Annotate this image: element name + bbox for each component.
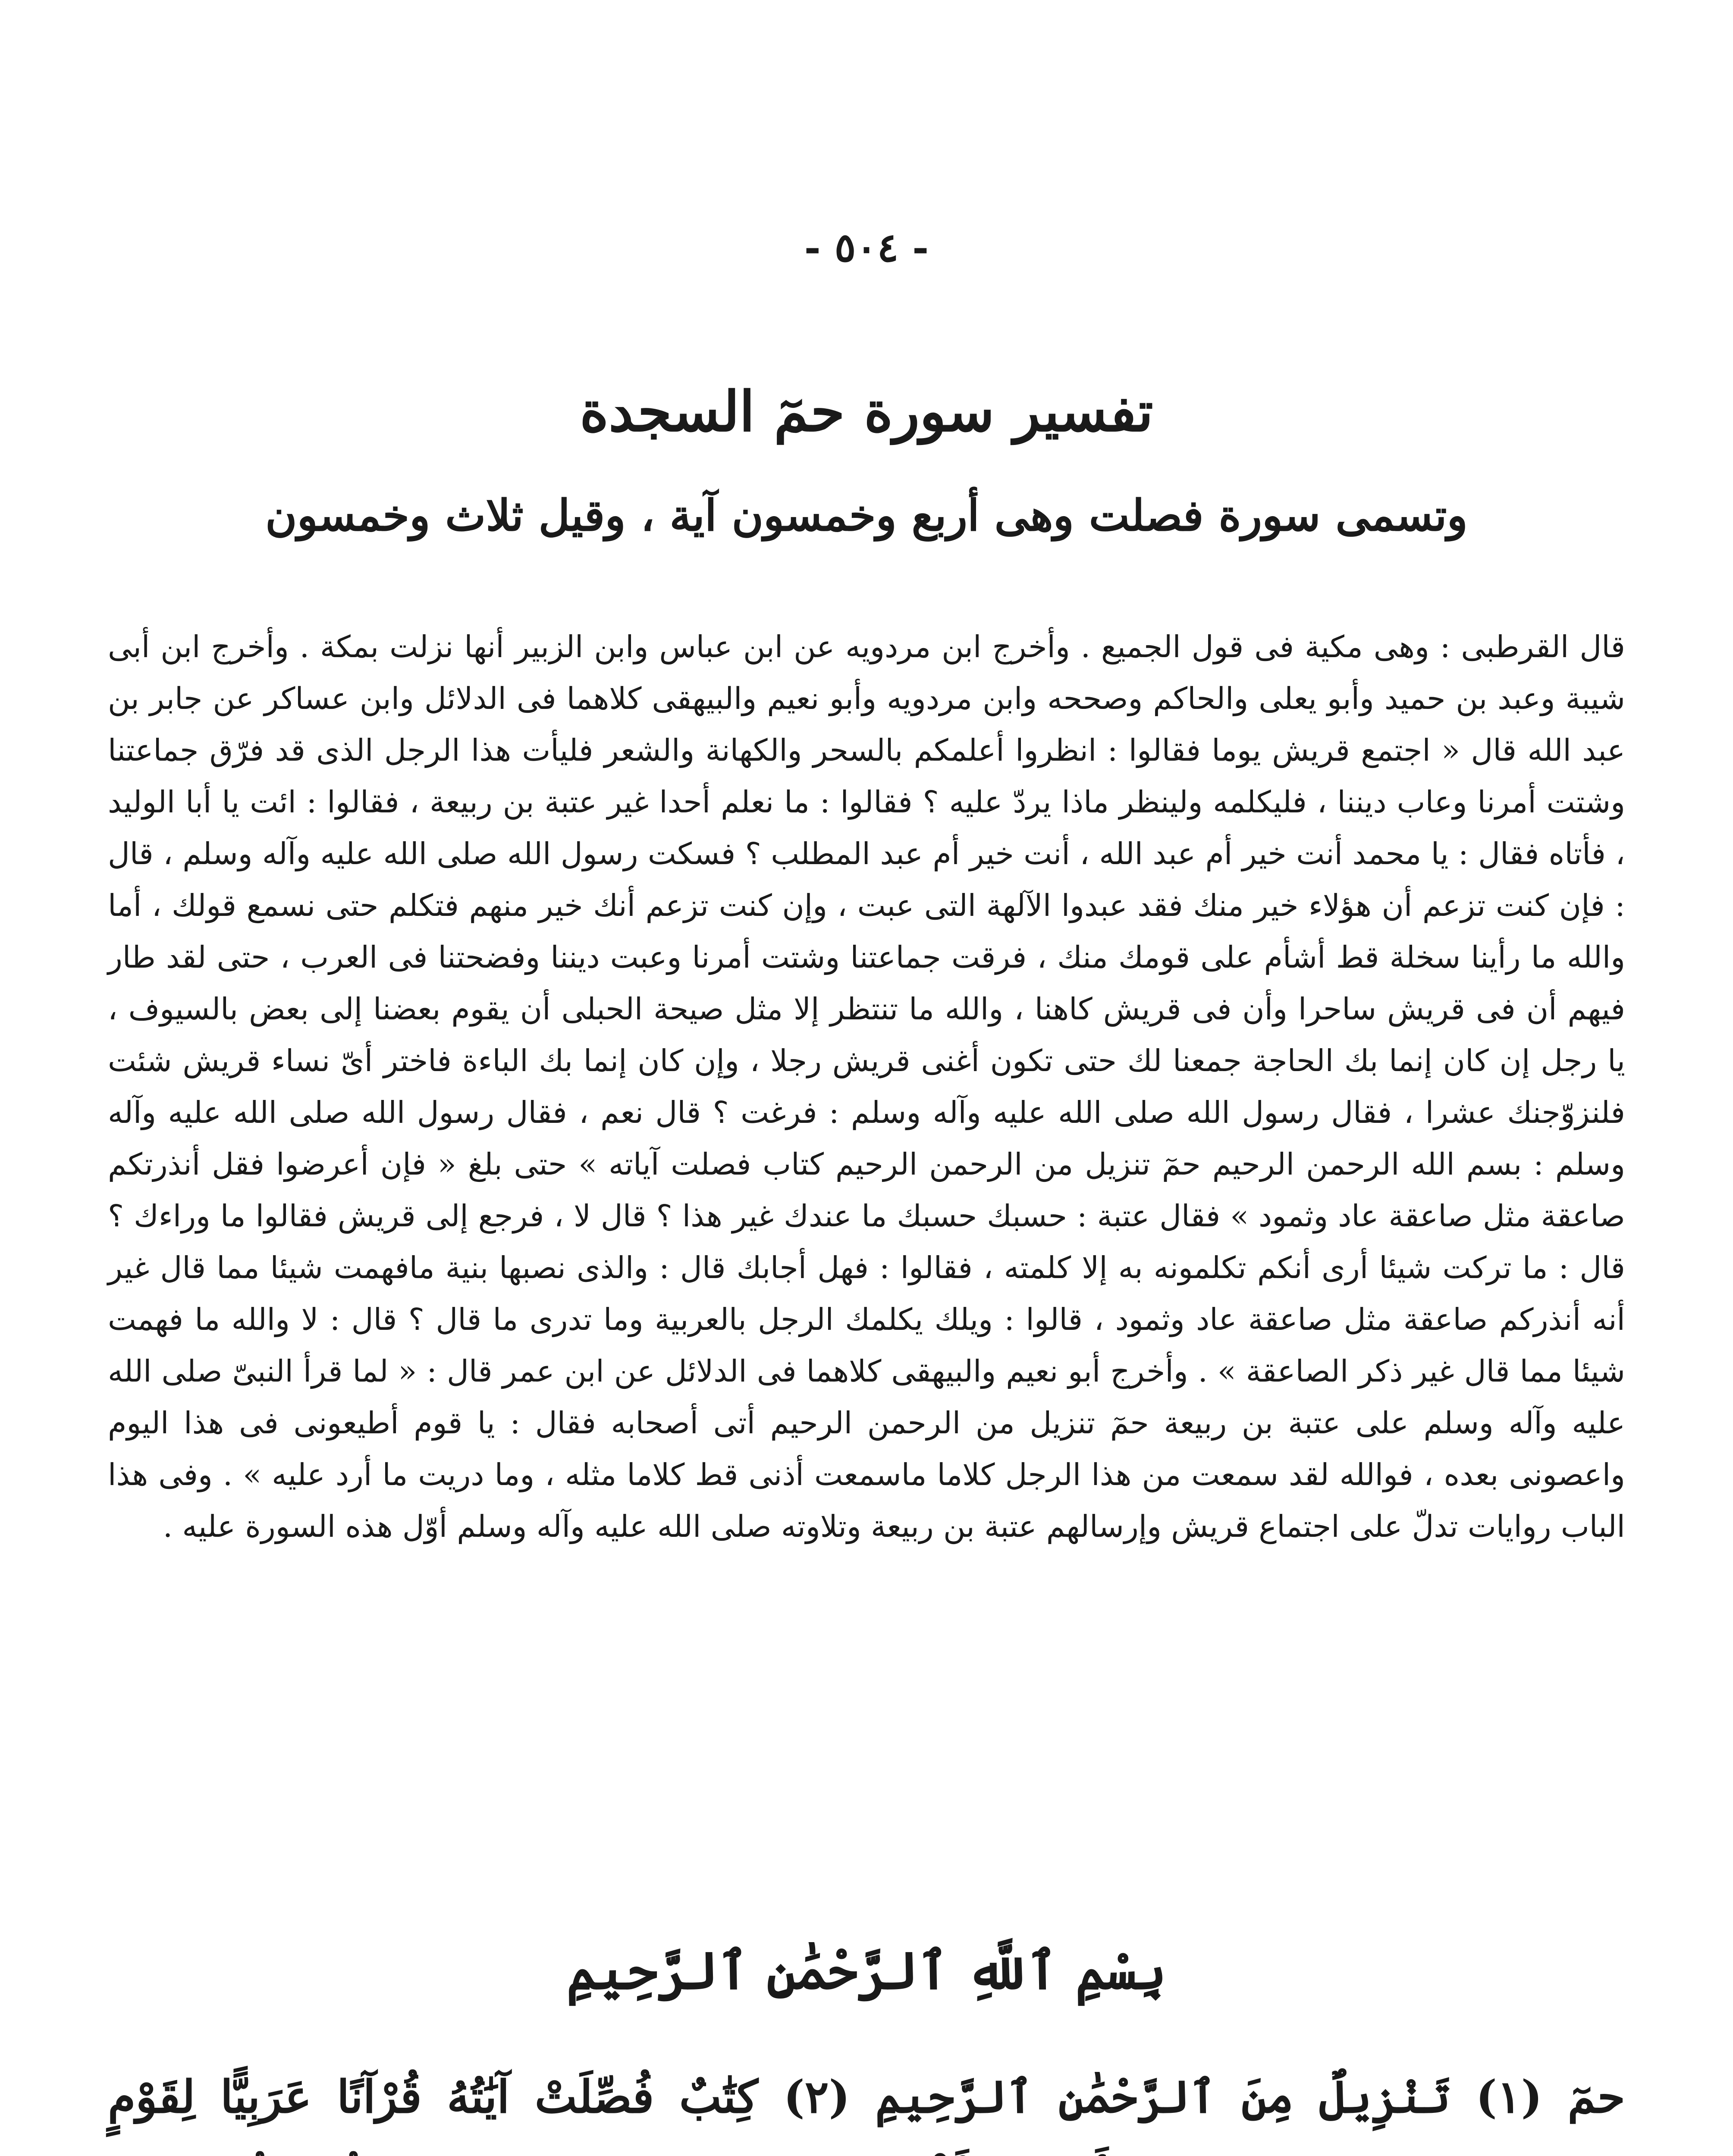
surah-subtitle: وتسمى سورة فصلت وهى أربع وخمسون آية ، وقيل ثلاث وخمسون [265,490,1468,541]
basmala: بِسْمِ ٱللَّهِ ٱلرَّحْمَٰنِ ٱلرَّحِيمِ [566,1940,1167,2001]
page-number: - ٥٠٤ - [804,224,929,271]
commentary-paragraph: قال القرطبى : وهى مكية فى قول الجميع . وأخرج ابن مردويه عن ابن عباس وابن الزبير أنها نزلت بمكة . وأخرج ابن أبى شيبة وعبد بن حميد وأبو يعلى والحاكم وصححه وابن مردويه وأبو نعيم والبيهقى كلاهما فى الدلائل وابن عساكر عن جابر بن عبد الله قال « اجتمع قريش يوما فقالوا : انظروا أعلمكم بالسحر والكهانة والشعر فليأت هذا الرجل الذى قد فرّق جماعتنا وشتت أمرنا وعاب ديننا ، فليكلمه ولينظر ماذا يردّ عليه ؟ فقالوا : ما نعلم أحدا غير عتبة بن ربيعة ، فقالوا : ائت يا أبا الوليد ، فأتاه فقال : يا محمد أنت خير أم عبد الله ، أنت خير أم عبد المطلب ؟ فسكت رسول الله صلى الله عليه وآله وسلم ، قال : فإن كنت تزعم أن هؤلاء خير منك فقد عبدوا الآلهة التى عبت ، وإن كنت تزعم أنك خير منهم فتكلم حتى نسمع قولك ، أما والله ما رأينا سخلة قط أشأم على قومك منك ، فرقت جماعتنا وشتت أمرنا وعبت ديننا وفضحتنا فى العرب ، حتى لقد طار فيهم أن فى قريش ساحرا وأن فى قريش كاهنا ، والله ما تنتظر إلا مثل صيحة الحبلى أن يقوم بعضنا إلى بعض بالسيوف ، يا رجل إن كان إنما بك الحاجة جمعنا لك حتى تكون أغنى قريش رجلا ، وإن كان إنما بك الباءة فاختر أىّ نساء قريش شئت فلنزوّجنك عشرا ، فقال رسول الله صلى الله عليه وآله وسلم : فرغت ؟ قال نعم ، فقال رسول الله صلى الله عليه وآله وسلم : بسم الله الرحمن الرحيم حمٓ تنزيل من الرحمن الرحيم كتاب فصلت آياته » حتى بلغ « فإن أعرضوا فقل أنذرتكم صاعقة مثل صاعقة عاد وثمود » فقال عتبة : حسبك حسبك ما عندك غير هذا ؟ قال لا ، فرجع إلى قريش فقالوا ما وراءك ؟ قال : ما تركت شيئا أرى أنكم تكلمونه به إلا كلمته ، فقالوا : فهل أجابك قال : والذى نصبها بنية مافهمت شيئا مما قال غير أنه أنذركم صاعقة مثل صاعقة عاد وثمود ، قالوا : ويلك يكلمك الرجل بالعربية وما تدرى ما قال ؟ قال : لا والله ما فهمت شيئا مما قال غير ذكر الصاعقة » . وأخرج أبو نعيم والبيهقى كلاهما فى الدلائل عن ابن عمر قال : « لما قرأ النبىّ صلى الله عليه وآله وسلم على عتبة بن ربيعة حمٓ تنزيل من الرحمن الرحيم أتى أصحابه فقال : يا قوم أطيعونى فى هذا اليوم واعصونى بعده ، فوالله لقد سمعت من هذا الرجل كلاما ماسمعت أذنى قط كلاما مثله ، وما دريت ما أرد عليه » . وفى هذا الباب روايات تدلّ على اجتماع قريش وإرسالهم عتبة بن ربيعة وتلاوته صلى الله عليه وآله وسلم أوّل هذه السورة عليه . [108,629,1625,1544]
commentary-text [108,621,1625,1552]
quran-verses: حمٓ (١) تَنْزِيلٌ مِنَ ٱلرَّحْمَٰنِ ٱلرَّحِيمِ (٢) كِتَٰبٌ فُصِّلَتْ آيَٰتُهُ قُرْآنًا عَرَبِيًّا لِقَوْمٍ [108,2070,1626,2123]
surah-title: تفسير سورة حمٓ السجدة [580,379,1153,444]
